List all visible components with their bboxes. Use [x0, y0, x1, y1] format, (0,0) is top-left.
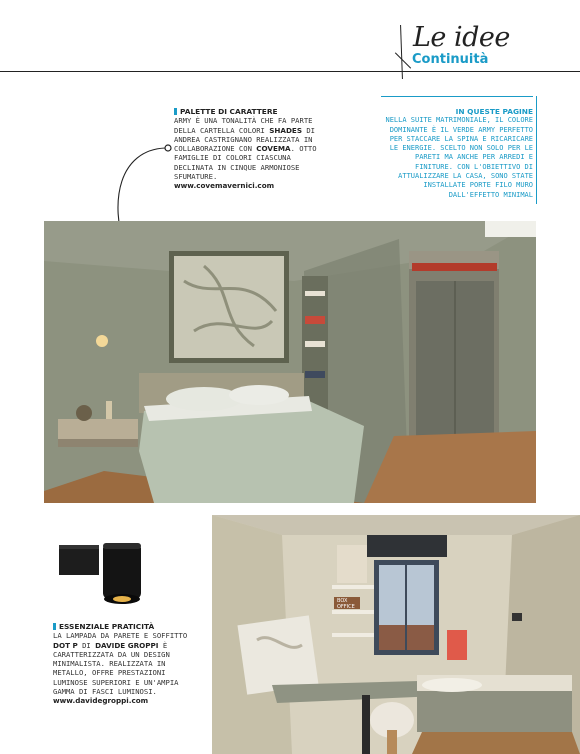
caption-groppi — [53, 622, 203, 706]
caption-groppi-link[interactable]: www.davidegroppi.com — [53, 696, 149, 706]
sign-text-2: OFFICE — [337, 604, 355, 610]
caption-groppi-title: ESSENZIALE PRATICITÀ — [53, 622, 203, 631]
caption-groppi-text-1: LA LAMPADA DA PARETE E SOFFITTO — [53, 631, 188, 641]
study-photo — [212, 515, 580, 754]
caption-pagine-title: IN QUESTE PAGINE — [455, 107, 533, 116]
sign-text-1: BOX — [337, 598, 348, 604]
header-rule — [0, 71, 580, 72]
caption-palette-text-1: ARMY È UNA TONALITÀ CHE FA PARTE DELLA CARTELLA COLORI — [174, 116, 313, 135]
caption-groppi-text-3: È CARATTERIZZATA DA UN DESIGN MINIMALISTA. REALIZZATA IN METALLO, OFFRE PRESTAZIONI LUMINOSE SUPERIORI E UN'AMPIA GAMMA DI FASCI LUMINOSI. — [53, 640, 179, 697]
bedroom-photo — [44, 221, 536, 503]
header-deco-slash — [395, 52, 411, 68]
section-title: Le idee — [413, 22, 510, 53]
caption-palette-brand-2: COVEMA — [256, 144, 291, 154]
caption-groppi-brand-2: DAVIDE GROPPI — [95, 640, 159, 650]
caption-palette-link[interactable]: www.covemavernici.com — [174, 181, 275, 191]
section-subtitle: Continuità — [412, 52, 489, 67]
caption-palette-text-3: . OTTO FAMIGLIE DI COLORI CIASCUNA DECLINATA IN CINQUE ARMONIOSE SFUMATURE. — [174, 144, 317, 182]
caption-palette — [174, 107, 324, 191]
caption-pagine-text: NELLA SUITE MATRIMONIALE, IL COLORE DOMINANTE È IL VERDE ARMY PERFETTO PER STACCARE LA SPINA E RICARICARE LE ENERGIE. SCELTO NON SOLO PER LE PARETI MA ANCHE PER ARREDI E FINITURE. CON L'OBIETTIVO DI ATTUALIZZARE LA CASA, SONO STATE INSTALLATE PORTE FILO MURO DALL'EFFETTO MINIMAL — [385, 116, 533, 199]
wall-lamp-product — [55, 537, 147, 609]
caption-pagine-rule — [536, 96, 537, 204]
caption-palette-text-2: DI ANDREA CASTRIGNANO REALIZZATA IN COLLABORAZIONE CON — [174, 125, 315, 154]
caption-groppi-text-2: DI — [82, 640, 91, 650]
caption-pagine — [381, 96, 533, 200]
caption-palette-title: PALETTE DI CARATTERE — [174, 107, 324, 116]
caption-palette-brand-1: SHADES — [269, 125, 303, 135]
caption-groppi-brand-1: DOT P — [53, 640, 78, 650]
